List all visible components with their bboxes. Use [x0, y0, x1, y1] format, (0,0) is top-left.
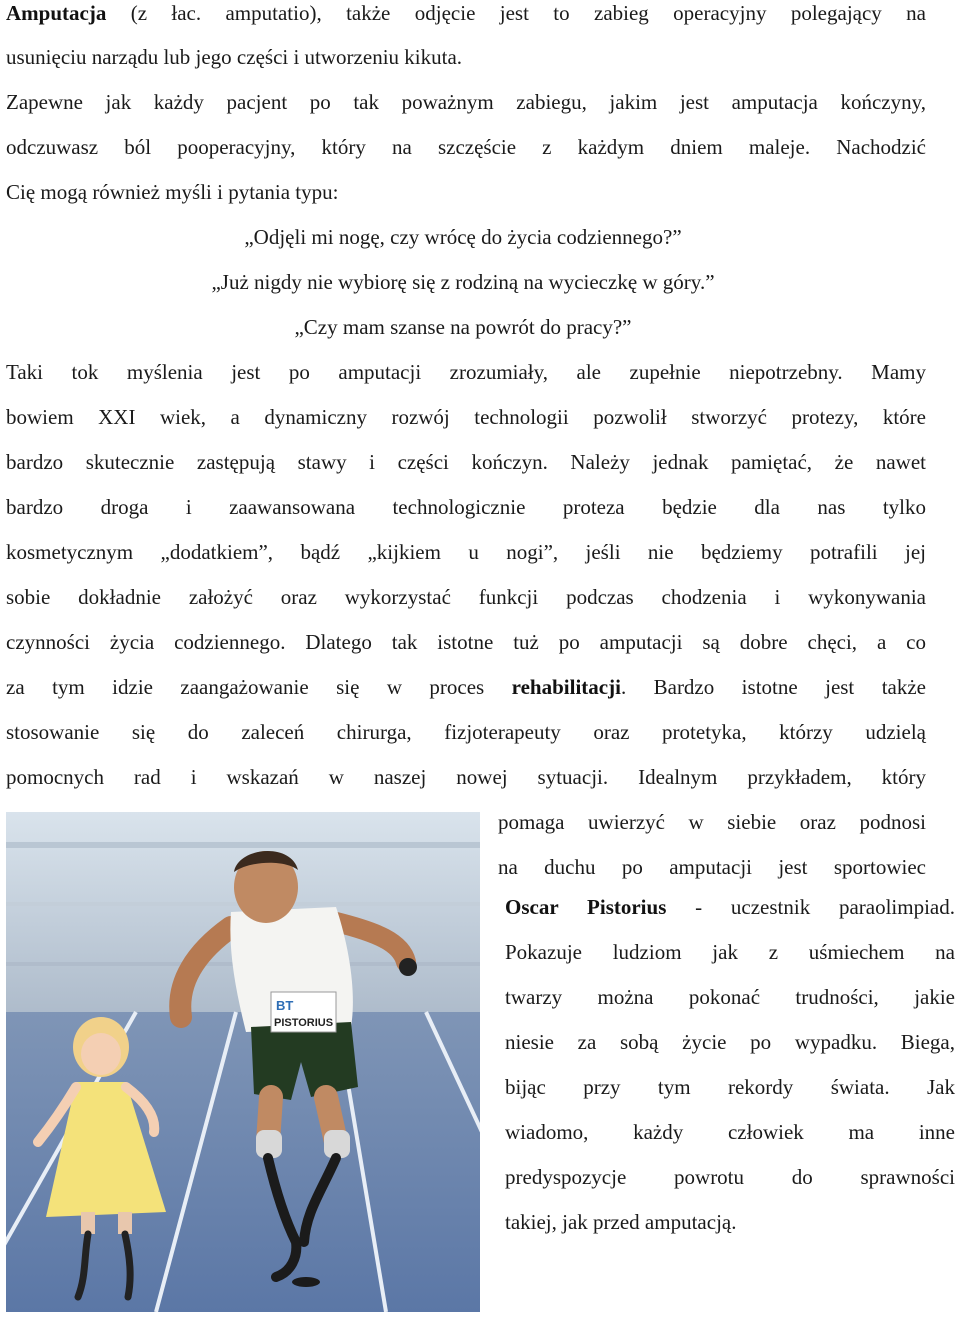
- text-line-5: Cię mogą również myśli i pytania typu:: [6, 180, 339, 204]
- text-line-11: bardzo skutecznie zastępują stawy i części kończyn. Należy jednak pamiętać, że nawet: [6, 450, 926, 474]
- name-oscar-pistorius: Oscar Pistorius: [505, 895, 667, 919]
- text-line-10: bowiem XXI wiek, a dynamiczny rozwój technologii pozwolił stworzyć protezy, które: [6, 405, 926, 429]
- quote-line-1: „Odjęli mi nogę, czy wrócę do życia codziennego?”: [244, 225, 682, 249]
- side-line-1: pomaga uwierzyć w siebie oraz podnosi: [498, 810, 926, 834]
- side-line-9: predyspozycje powrotu do sprawności: [505, 1165, 955, 1189]
- text-line-13: kosmetycznym „dodatkiem”, bądź „kijkiem u nogi”, jeśli nie będziemy potrafili jej: [6, 540, 926, 564]
- side-line-2: na duchu po amputacji jest sportowiec: [498, 855, 926, 879]
- photo-athlete-and-girl: [6, 812, 480, 1312]
- text-line-12: bardzo droga i zaawansowana technologicznie proteza będzie dla nas tylko: [6, 495, 926, 519]
- quote-line-2: „Już nigdy nie wybiorę się z rodziną na wycieczkę w góry.”: [211, 270, 715, 294]
- text-line-2: usunięciu narządu lub jego części i utworzeniu kikuta.: [6, 45, 463, 69]
- bib-brand-text: BT: [276, 998, 294, 1013]
- text-line-9: Taki tok myślenia jest po amputacji zrozumiały, ale zupełnie niepotrzebny. Mamy: [6, 360, 926, 384]
- term-amputacja: Amputacja: [6, 1, 107, 25]
- text-line-14: sobie dokładnie założyć oraz wykorzystać funkcji podczas chodzenia i wykonywania: [6, 585, 926, 609]
- text-line-18: pomocnych rad i wskazań w naszej nowej sytuacji. Idealnym przykładem, który: [6, 765, 926, 789]
- text-line-4: odczuwasz ból pooperacyjny, który na szczęście z każdym dniem maleje. Nachodzić: [6, 135, 926, 159]
- text-line-1: Amputacja (z łac. amputatio), także odjęcie jest to zabieg operacyjny polegający na: [6, 1, 926, 25]
- term-rehabilitacji: rehabilitacji: [511, 675, 621, 699]
- side-line-8: wiadomo, każdy człowiek ma inne: [505, 1120, 955, 1144]
- text-line-17: stosowanie się do zaleceń chirurga, fizjoterapeuty oraz protetyka, którzy udzielą: [6, 720, 926, 744]
- bib-name-text: PISTORIUS: [274, 1017, 334, 1029]
- text-line-15: czynności życia codziennego. Dlatego tak istotne tuż po amputacji są dobre chęci, a co: [6, 630, 926, 654]
- side-line-4: Pokazuje ludziom jak z uśmiechem na: [505, 940, 955, 964]
- side-line-6: niesie za sobą życie po wypadku. Biega,: [505, 1030, 955, 1054]
- side-line-5: twarzy można pokonać trudności, jakie: [505, 985, 955, 1009]
- side-line-3: Oscar Pistorius - uczestnik paraolimpiad.: [505, 895, 956, 919]
- quote-line-3: „Czy mam szanse na powrót do pracy?”: [294, 315, 632, 339]
- text-line-16: za tym idzie zaangażowanie się w proces rehabilitacji. Bardzo istotne jest także: [6, 675, 926, 699]
- side-line-10: takiej, jak przed amputacją.: [505, 1210, 737, 1234]
- text-line-3: Zapewne jak każdy pacjent po tak poważnym zabiegu, jakim jest amputacja kończyny,: [6, 90, 926, 114]
- side-line-7: bijąc przy tym rekordy świata. Jak: [505, 1075, 955, 1099]
